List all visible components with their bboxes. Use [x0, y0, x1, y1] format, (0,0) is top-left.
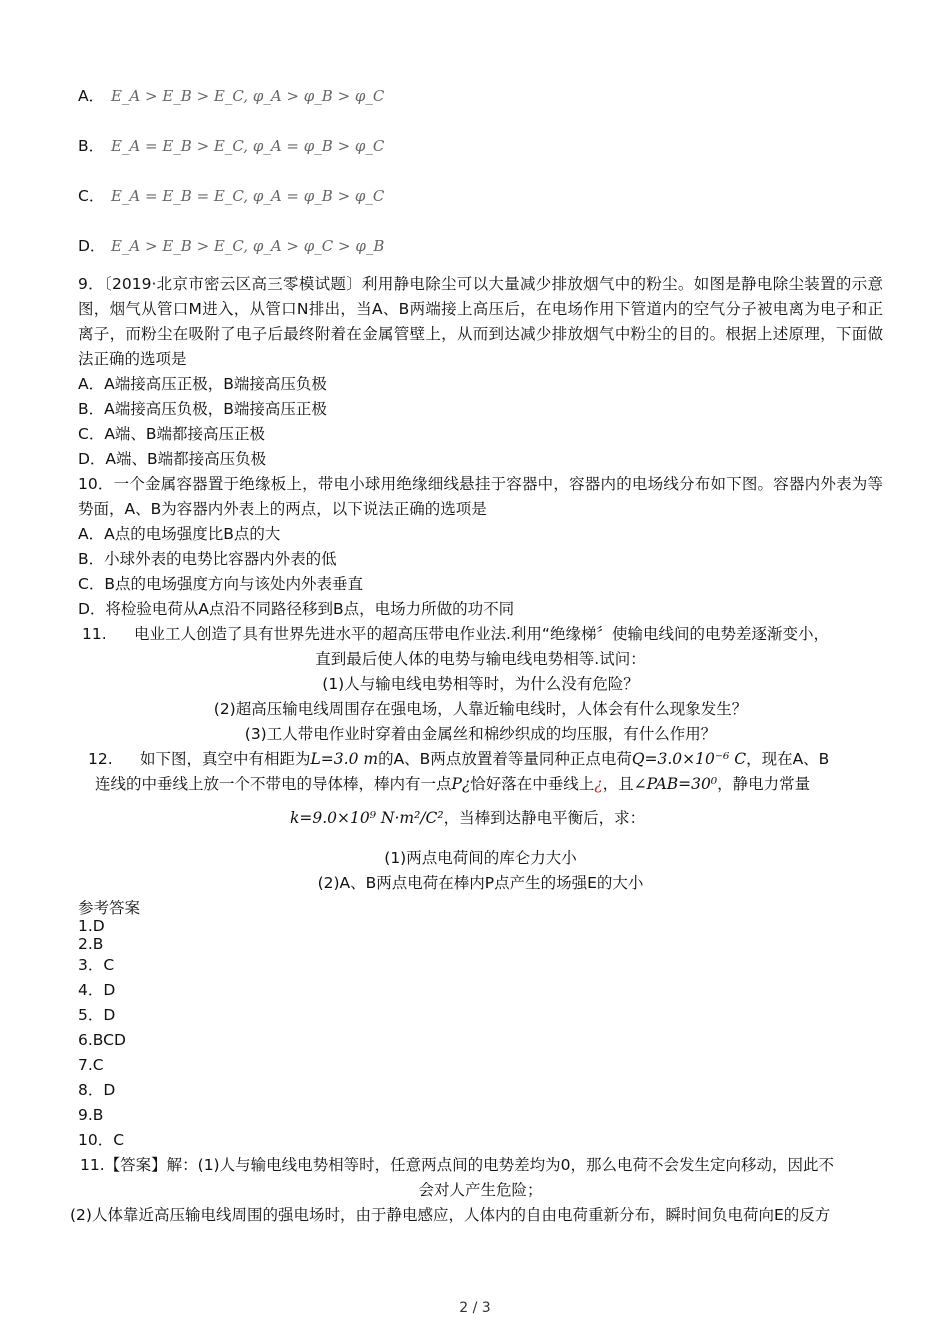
- option-8c: [78, 186, 384, 206]
- answer-11-line-2: 会对人产生危险；: [418, 1181, 543, 1199]
- text-segment: ，静电力常量: [717, 775, 811, 793]
- option-formula: E_A > E_B > E_C, φ_A > φ_B > φ_C: [110, 87, 385, 105]
- answer-3: 3．C: [78, 956, 115, 974]
- answer-11-line-3: (2)人体靠近高压输电线周围的强电场时，由于静电感应，人体内的自由电荷重新分布，瞬时间负电荷向E的反方: [70, 1206, 831, 1224]
- option-formula: E_A > E_B > E_C, φ_A > φ_C > φ_B: [110, 237, 385, 255]
- answer-10: 10．C: [78, 1131, 125, 1149]
- page-number: 2 / 3: [459, 1300, 491, 1316]
- question-text: 电业工人创造了具有世界先进水平的超高压带电作业法.利用“绝缘梯〞使输电线间的电势差逐渐变小，: [134, 625, 829, 643]
- formula-constant: k=9.0×10⁹ N·m²/C²: [290, 809, 444, 827]
- question-10-option-d: D．将检验电荷从A点沿不同路径移到B点，电场力所做的功不同: [78, 600, 515, 618]
- question-9-option-b: B．A端接高压负极，B端接高压正极: [78, 400, 327, 418]
- text-segment: 的A、B两点放置着等量同种正点电荷: [378, 750, 632, 768]
- question-11-part-1: (1)人与输电线电势相等时，为什么没有危险？: [322, 675, 639, 693]
- formula-glyph: ¿: [594, 775, 603, 793]
- text-segment: 连线的中垂线上放一个不带电的导体棒，棒内有一点: [95, 775, 452, 793]
- question-11-line-2: 直到最后使人体的电势与输电线电势相等.试问：: [315, 650, 646, 668]
- answer-2: 2.B: [78, 935, 104, 953]
- answers-title: 参考答案: [78, 899, 141, 917]
- option-8b: [78, 136, 384, 156]
- option-8d: [78, 236, 384, 256]
- question-10-option-b: B．小球外表的电势比容器内外表的低: [78, 550, 337, 568]
- text-segment: ，现在A、B: [746, 750, 830, 768]
- question-11-part-2: (2)超高压输电线周围存在强电场，人靠近输电线时，人体会有什么现象发生？: [213, 700, 748, 718]
- question-9-option-d: D．A端、B端都接高压负极: [78, 450, 267, 468]
- option-label: A．: [78, 87, 105, 105]
- question-10-stem: 10．一个金属容器置于绝缘板上，带电小球用绝缘细线悬挂于容器中，容器内的电场线分布如下图。容器内外表为等势面，A、B为容器内外表上的两点，以下说法正确的选项是: [78, 475, 883, 518]
- answer-7: 7.C: [78, 1056, 104, 1074]
- question-9-option-a: A．A端接高压正极，B端接高压负极: [78, 375, 327, 393]
- formula-point: P¿: [451, 775, 471, 793]
- formula-charge: Q=3.0×10⁻⁶ C: [631, 750, 747, 768]
- option-label: D．: [78, 237, 106, 255]
- question-12-line-1: [88, 749, 829, 769]
- question-9-stem: 9．〔2019·北京市密云区高三零模试题〕利用静电除尘可以大量减少排放烟气中的粉尘。如图是静电除尘装置的示意图，烟气从管口M进入，从管口N排出，当A、B两端接上高压后，在电场作用下管道内的空气分子被电离为电子和正离子，而粉尘在吸附了电子后最终附着在金属管壁上，从而到达减少排放烟气中粉尘的目的。根据上述原理，下面做法正确的选项是: [78, 275, 883, 368]
- question-12-line-2: [95, 774, 810, 794]
- question-10-option-a: A．A点的电场强度比B点的大: [78, 525, 281, 543]
- text-segment: 恰好落在中垂线上: [470, 775, 595, 793]
- option-formula: E_A = E_B > E_C, φ_A = φ_B > φ_C: [110, 137, 385, 155]
- answer-8: 8．D: [78, 1081, 116, 1099]
- answer-9: 9.B: [78, 1106, 104, 1124]
- text-segment: ，当棒到达静电平衡后，求：: [443, 809, 646, 827]
- option-label: C．: [78, 187, 105, 205]
- question-11-part-3: (3)工人带电作业时穿着由金属丝和棉纱织成的均压服，有什么作用？: [244, 725, 717, 743]
- option-formula: E_A = E_B = E_C, φ_A = φ_B > φ_C: [110, 187, 385, 205]
- formula-angle: ∠PAB=30⁰: [633, 775, 718, 793]
- answer-6: 6.BCD: [78, 1031, 126, 1049]
- question-10-option-c: C．B点的电场强度方向与该处内外表垂直: [78, 575, 363, 593]
- question-number: 12.: [88, 750, 113, 768]
- answer-1: 1.D: [78, 917, 105, 935]
- formula-distance: L=3.0 m: [310, 750, 379, 768]
- answer-11-line-1: 11.【答案】解：(1)人与输电线电势相等时，任意两点间的电势差均为0，那么电荷不会发生定向移动，因此不: [80, 1156, 834, 1174]
- option-label: B．: [78, 137, 105, 155]
- question-12-part-1: (1)两点电荷间的库仑力大小: [384, 849, 577, 867]
- question-12-line-3: [290, 808, 645, 828]
- question-12-part-2: (2)A、B两点电荷在棒内P点产生的场强E的大小: [317, 874, 644, 892]
- question-number: 11.: [82, 625, 107, 643]
- text-segment: 如下图，真空中有相距为: [140, 750, 311, 768]
- question-11-line-1: [82, 624, 829, 644]
- text-segment: ，且: [602, 775, 634, 793]
- answer-4: 4．D: [78, 981, 116, 999]
- answer-5: 5．D: [78, 1006, 116, 1024]
- question-9-option-c: C．A端、B端都接高压正极: [78, 425, 266, 443]
- option-8a: [78, 86, 384, 106]
